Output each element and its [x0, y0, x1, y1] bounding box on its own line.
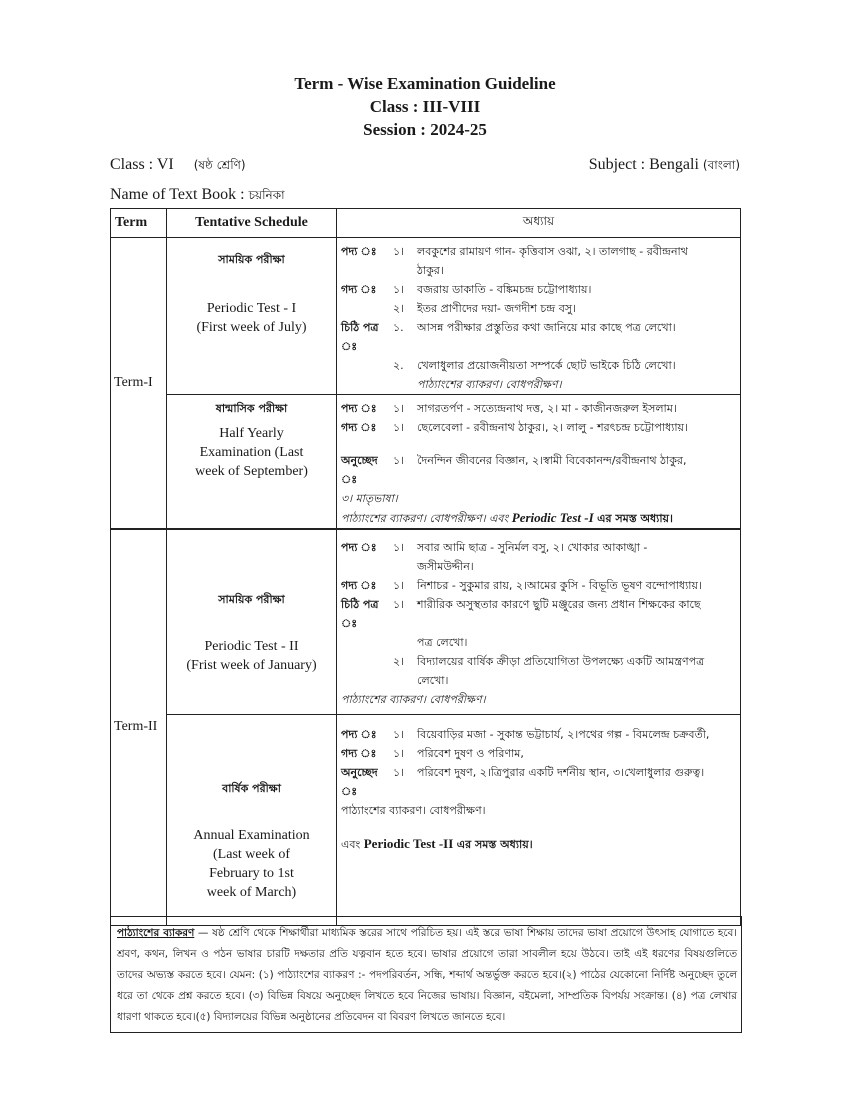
chapter-category: গদ্য ঃ [341, 579, 377, 592]
exam-name-en: Annual Examination (Last week of February to 1st week of March) [193, 827, 310, 900]
chapter-category: পদ্য ঃ [341, 541, 377, 554]
chapter-number: ২। [393, 655, 405, 668]
final-line-bn: এবং [341, 837, 361, 851]
exam-name-en: Periodic Test - I [206, 301, 297, 316]
chapter-text: ঠাকুর। [417, 264, 444, 277]
chapter-category: অনুচ্ছেদ ঃ [341, 765, 378, 798]
spacer [341, 437, 736, 451]
chapter-line [341, 318, 736, 356]
chapter-number: ১। [393, 283, 405, 296]
chapter-category: পদ্য ঃ [341, 727, 377, 741]
chapter-line [341, 299, 736, 318]
exam-when: (First week of July) [196, 320, 307, 335]
schedule-periodic-test-1 [167, 238, 337, 395]
chapter-number: ১। [393, 746, 405, 760]
chapter-text: বজরায় ডাকাতি - বঙ্কিমচন্দ্র চট্টোপাধ্যায়। [417, 283, 592, 296]
chapter-text: পাঠ্যাংশের ব্যাকরণ। বোধপরীক্ষণ। [417, 378, 562, 391]
final-line-en: Periodic Test -II [363, 835, 454, 851]
chapter-text: পাঠ্যাংশের ব্যাকরণ। বোধপরীক্ষণ। [341, 693, 486, 706]
chapter-text: শারীরিক অসুস্থতার কারণে ছুটি মঞ্জুরের জন্য প্রধান শিক্ষকের কাছে [417, 598, 701, 611]
chapter-category [341, 652, 393, 671]
header-schedule: Tentative Schedule [167, 209, 337, 238]
chapter-line [341, 576, 736, 595]
chapter-number: ১। [393, 765, 405, 779]
chapter-line-continuation [341, 261, 736, 280]
final-line-en: Periodic Test -I [511, 510, 594, 525]
header-chapters: অধ্যায় [337, 209, 741, 238]
table-row [111, 395, 741, 530]
chapter-category [341, 299, 393, 318]
chapter-text: আসন্ন পরীক্ষার প্রস্তুতির কথা জানিয়ে মার কাছে পত্র লেখো। [417, 321, 676, 334]
chapter-line-continuation [341, 375, 736, 394]
final-line-tail: এর সমস্ত অধ্যায়। [456, 837, 533, 851]
class-subject-row [110, 156, 740, 177]
chapter-line-continuation [341, 801, 736, 820]
chapter-line-continuation [341, 633, 736, 652]
chapter-text: লেখো। [417, 674, 449, 687]
header-term: Term [111, 209, 167, 238]
chapter-number: ১। [393, 579, 405, 592]
term-2-label: Term-II [111, 529, 167, 925]
chapter-number: ২। [393, 302, 405, 315]
table-row [111, 714, 741, 925]
schedule-half-yearly [167, 395, 337, 530]
chapter-line [341, 538, 736, 557]
table-header-row [111, 209, 741, 238]
final-line [341, 508, 736, 528]
chapters-periodic-test-1 [337, 238, 741, 395]
chapter-category: পদ্য ঃ [341, 402, 377, 415]
chapter-category: গদ্য ঃ [341, 746, 377, 760]
chapter-text: ছেলেবেলা - রবীন্দ্রনাথ ঠাকুর।, ২। লালু - শরৎচন্দ্র চট্টোপাধ্যায়। [417, 421, 688, 434]
chapter-text: পত্র লেখো। [417, 636, 468, 649]
exam-name-bn: সাময়িক পরীক্ষা [218, 253, 285, 266]
chapter-number: ১। [393, 454, 405, 467]
chapter-category [341, 356, 393, 375]
chapter-text: পরিবেশ দুষণ, ২।ত্রিপুরার একটি দর্শনীয় স্থান, ৩।খেলাধুলার গুরুত্ব। [417, 765, 705, 779]
exam-name-bn: ষান্মাসিক পরীক্ষা [215, 402, 288, 415]
chapter-line [341, 451, 736, 489]
schedule-annual [167, 714, 337, 925]
footnote-body: — ষষ্ঠ শ্রেণি থেকে শিক্ষার্থীরা মাধ্যমিক স্তরের সাথে পরিচিত হয়। এই স্তরে ভাষা শিক্ষায় তাদের ভাষা প্রয়োগে উৎসাহ যোগাতে হবে। শ্রবণ, কথন, লিখন ও পঠন ভাষার চারটি দক্ষতার প্রতি যত্নবান হতে হবে। ভাষার প্রয়োগে তারা সাবলীল হয়ে উঠবে। তাই এই ধরণের বিষয়গুলিতে তাদের অভ্যস্ত করতে হবে। যেমন: (১) পাঠ্যাংশের ব্যাকরণ :- পদপরিবর্তন, সন্ধি, শব্দার্থ অন্তর্ভুক্ত করতে হবে।(২) পাঠের যেকোনো নির্দিষ্ট অনুচ্ছেদ তুলে ধরে তা থেকে প্রশ্ন করতে হবে। (৩) বিভিন্ন বিষয়ে অনুচ্ছেদ লিখতে হবে নিজের ভাষায়। বিজ্ঞান, বইমেলা, সাম্প্রতিক বিপর্যয় সংক্রান্ত। (৪) পত্র লেখার ধারণা থাকতে হবে।(৫) বিদ্যালয়ের বিভিন্ন অনুষ্ঠানের প্রতিবেদন বা বিবরণ লিখতে জানতে হবে। [117, 927, 737, 1023]
chapter-lines [341, 725, 736, 820]
chapter-text: পরিবেশ দুষণ ও পরিণাম, [417, 746, 524, 760]
subject [589, 156, 740, 177]
exam-when: (Frist week of January) [186, 658, 317, 673]
chapter-line [341, 763, 736, 801]
chapter-lines [341, 399, 736, 508]
textbook-name: চয়নিকা [248, 188, 285, 202]
chapter-text: ৩। মাতৃভাষা। [341, 492, 398, 505]
class-range: Class : III-VIII [369, 97, 481, 116]
chapters-half-yearly [337, 395, 741, 530]
exam-name-bn: সাময়িক পরীক্ষা [218, 593, 285, 606]
chapter-line-continuation [341, 671, 736, 690]
chapter-text: দৈনন্দিন জীবনের বিজ্ঞান, ২।স্বামী বিবেকানন্দ/রবীন্দ্রনাথ ঠাকুর, [417, 454, 687, 467]
class-label: Class : VI [110, 156, 174, 173]
final-line [341, 834, 736, 854]
table-row [111, 529, 741, 714]
chapter-number: ২. [393, 359, 404, 372]
schedule-periodic-test-2 [167, 529, 337, 714]
grammar-footnote [110, 916, 742, 1033]
chapter-category: চিঠি পত্র ঃ [341, 598, 379, 630]
chapter-line [341, 418, 736, 437]
table-row [111, 238, 741, 395]
document-header [0, 72, 850, 141]
term-1-label: Term-I [111, 238, 167, 530]
chapter-category: অনুচ্ছেদ ঃ [341, 454, 378, 486]
chapter-line [341, 399, 736, 418]
chapter-line [341, 242, 736, 261]
chapter-line-continuation [341, 489, 736, 508]
chapter-line [341, 595, 736, 633]
chapter-number: ১। [393, 245, 405, 258]
footnote-lead: পাঠ্যাংশের ব্যাকরণ [117, 927, 195, 939]
exam-name-en: Periodic Test - II [204, 639, 299, 654]
subject-label: Subject : Bengali [588, 156, 699, 173]
chapter-text: সবার আমি ছাত্র - সুনির্মল বসু, ২। খোকার আকাঙ্খা - [417, 541, 648, 554]
chapter-line [341, 356, 736, 375]
chapter-line [341, 652, 736, 671]
chapter-text: নিশাচর - সুকুমার রায়, ২।আমের কুসি - বিভূতি ভূষণ বন্দোপাধ্যায়। [417, 579, 702, 592]
chapter-text: ইতর প্রাণীদের দয়া- জগদীশ চন্দ্র বসু। [417, 302, 577, 315]
chapter-number: ১। [393, 727, 405, 741]
chapters-annual [337, 714, 741, 925]
chapter-category: চিঠি পত্র ঃ [341, 321, 379, 353]
schedule-table [110, 208, 741, 926]
chapter-text: জসীমউদ্দীন। [417, 560, 474, 573]
textbook-row [110, 186, 740, 207]
chapter-category: গদ্য ঃ [341, 421, 377, 434]
chapter-number: ১। [393, 421, 405, 434]
chapters-periodic-test-2 [337, 529, 741, 714]
chapter-category: গদ্য ঃ [341, 283, 377, 296]
final-line-tail: এর সমস্ত অধ্যায়। [597, 512, 673, 525]
final-line-bn: পাঠ্যাংশের ব্যাকরণ। বোধপরীক্ষণ। এবং [341, 512, 509, 525]
chapter-line [341, 280, 736, 299]
chapter-text: সাগরতর্পণ - সত্যেন্দ্রনাথ দত্ত, ২। মা - কাজীনজরুল ইসলাম। [417, 402, 677, 415]
chapter-number: ১. [393, 321, 404, 334]
chapter-line-continuation [341, 690, 736, 709]
class-bn: (ষষ্ঠ শ্রেণি) [193, 158, 246, 172]
exam-name-en: Half Yearly Examination (Last week of September) [195, 426, 308, 479]
chapter-text: বিদ্যালয়ের বার্ষিক ক্রীড়া প্রতিযোগিতা উপলক্ষ্যে একটি আমন্ত্রণপত্র [417, 655, 705, 668]
chapter-line-continuation [341, 557, 736, 576]
textbook-label: Name of Text Book : [110, 186, 245, 203]
chapter-text: পাঠ্যাংশের ব্যাকরণ। বোধপরীক্ষণ। [341, 803, 486, 817]
chapter-number: ১। [393, 598, 405, 611]
chapter-number: ১। [393, 541, 405, 554]
chapter-text: খেলাধুলার প্রয়োজনীয়তা সম্পর্কে ছোট ভাইকে চিঠি লেখো। [417, 359, 676, 372]
chapter-line [341, 744, 736, 763]
subject-bn: (বাংলা) [702, 158, 740, 172]
session: Session : 2024-25 [363, 120, 487, 139]
chapter-category: পদ্য ঃ [341, 245, 377, 258]
chapter-text: বিয়েবাড়ির মজা - সুকান্ত ভট্টাচার্য, ২।পথের গল্প - বিমলেন্দ্র চক্রবর্তী, [417, 727, 710, 741]
chapter-number: ১। [393, 402, 405, 415]
exam-name-bn: বার্ষিক পরীক্ষা [222, 781, 281, 795]
document-title: Term - Wise Examination Guideline [294, 74, 556, 93]
chapter-text: লবকুশের রামায়ণ গান- কৃত্তিবাস ওঝা, ২। তালগাছ - রবীন্দ্রনাথ [417, 245, 688, 258]
chapter-line [341, 725, 736, 744]
